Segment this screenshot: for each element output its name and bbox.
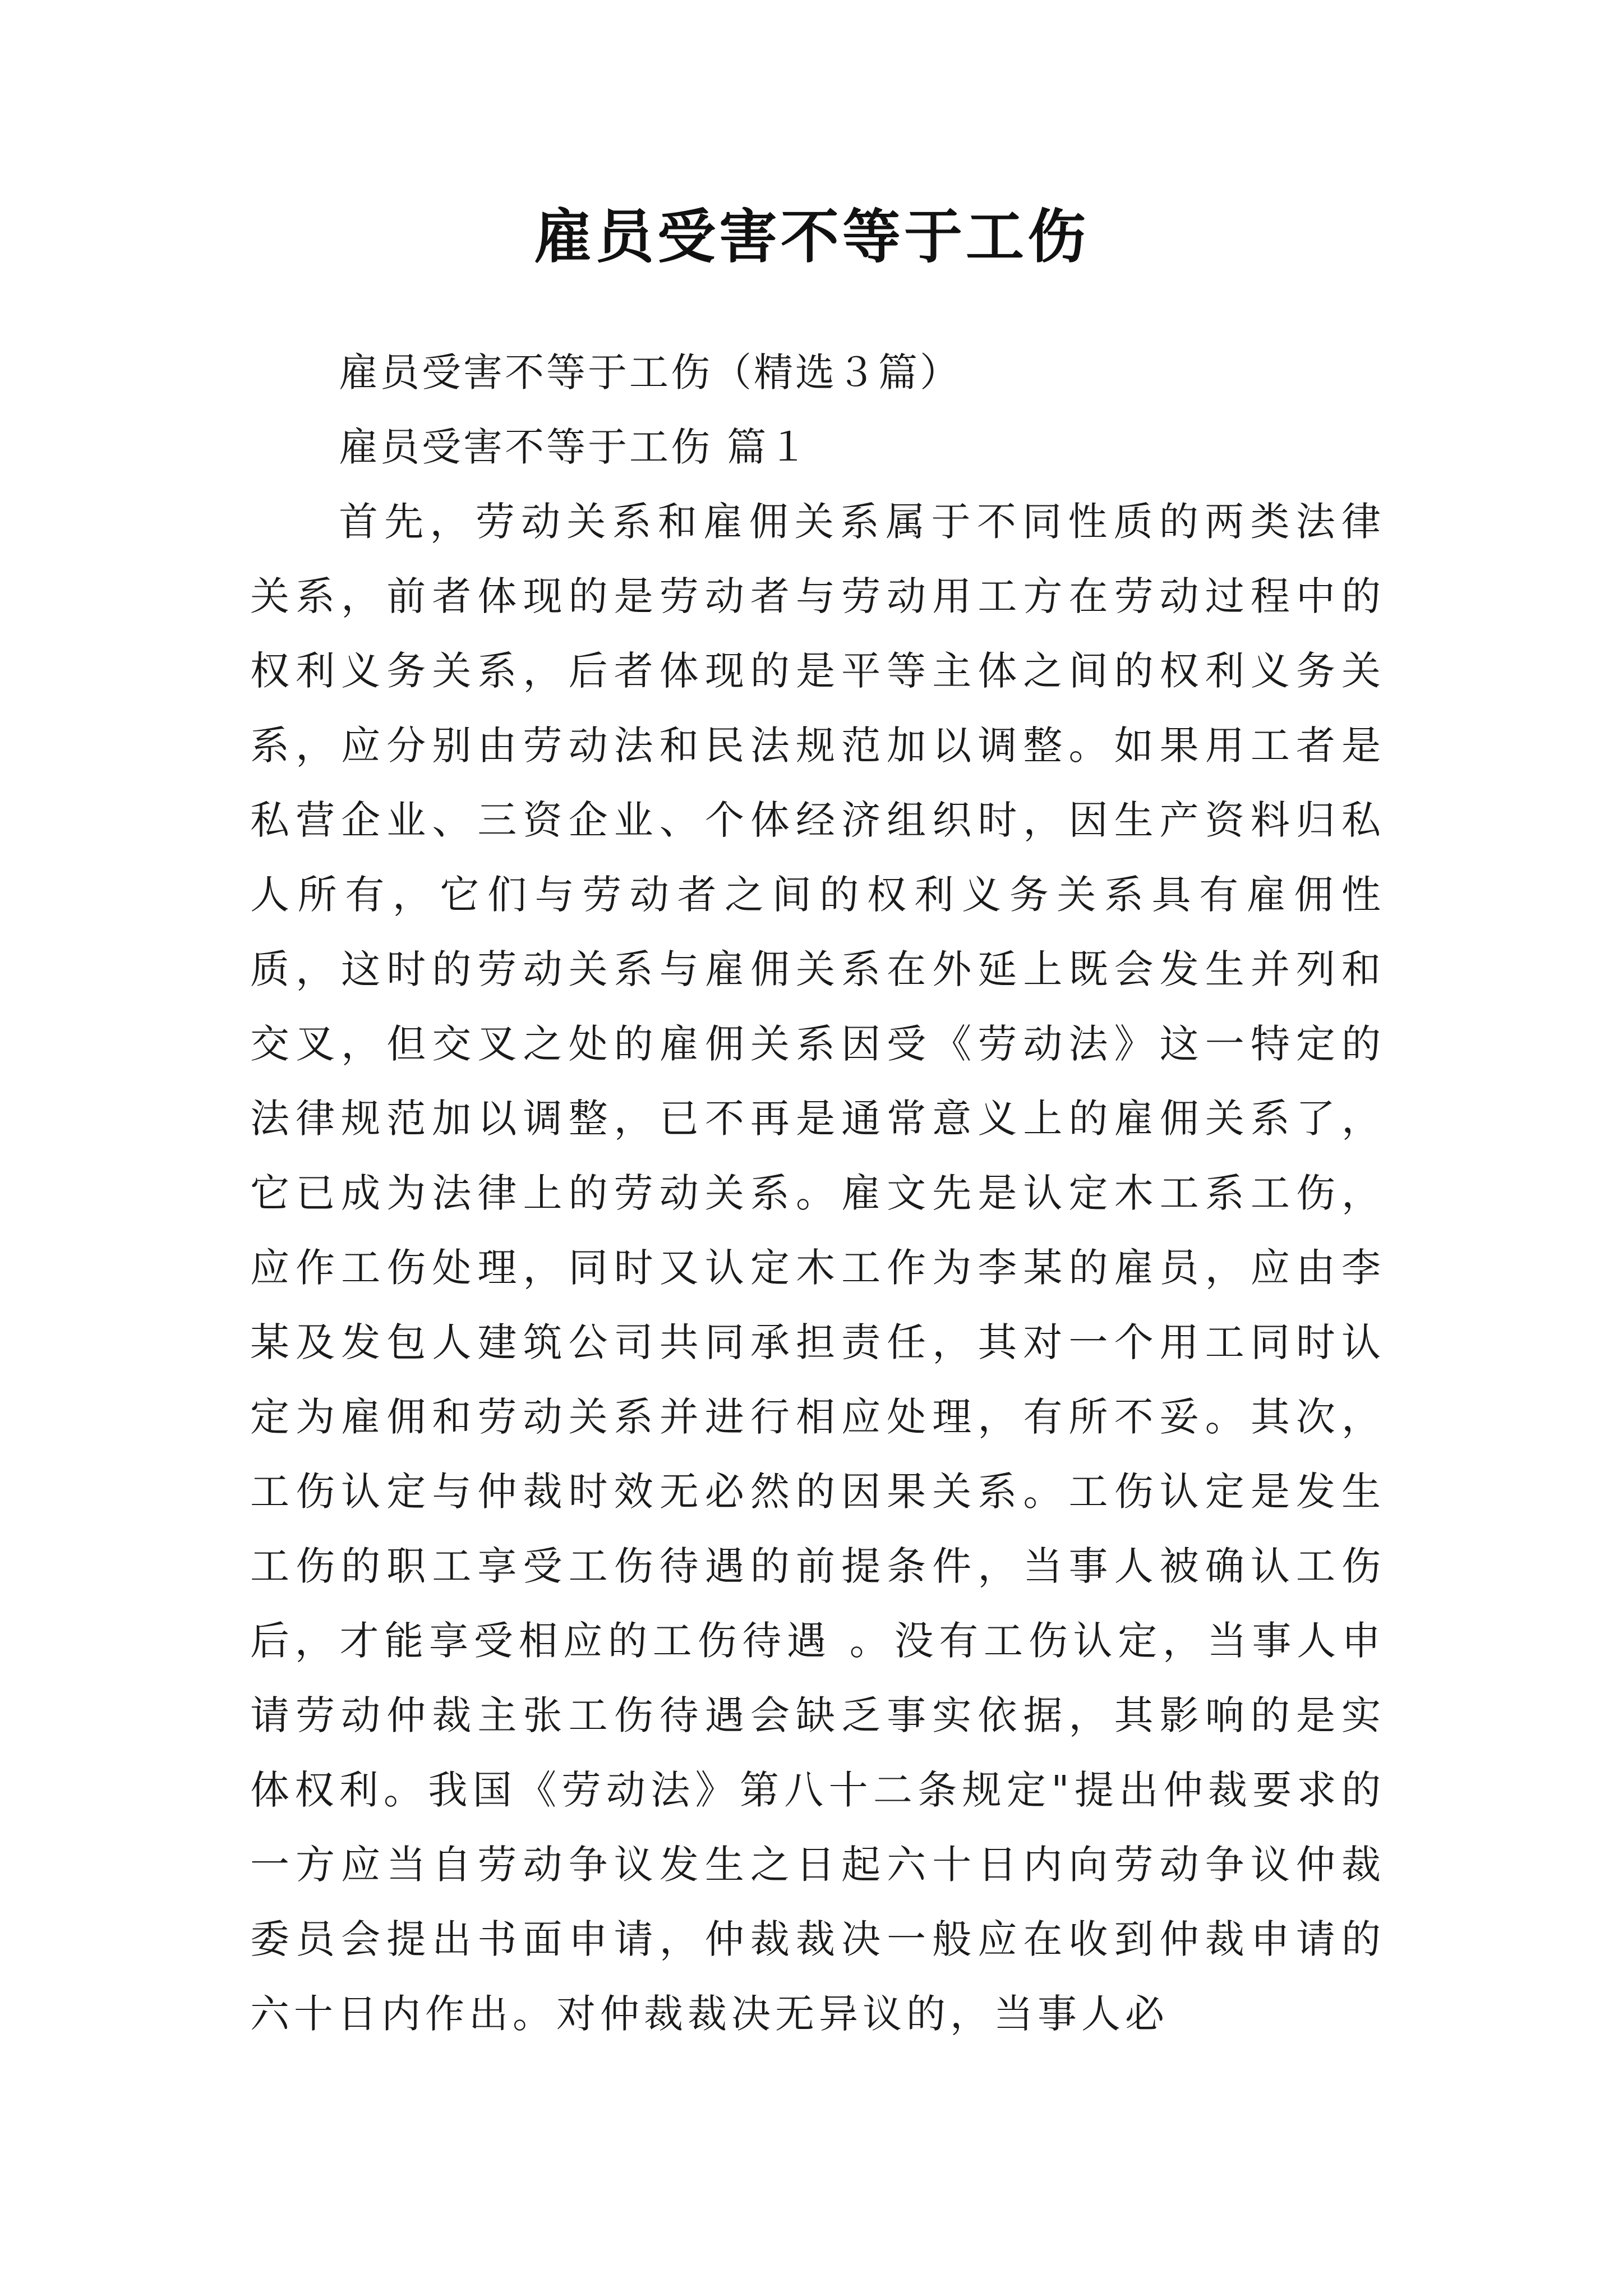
section-heading: 雇员受害不等于工伤 篇１ (339, 424, 810, 470)
subtitle-line: 雇员受害不等于工伤（精选３篇） (339, 349, 961, 395)
body-paragraph: 首先，劳动关系和雇佣关系属于不同性质的两类法律关系，前者体现的是劳动者与劳动用工方在劳动过程中的权利义务关系，后者体现的是平等主体之间的权利义务关系，应分别由劳动法和民法规范加以调整。如果用工者是私营企业、三资企业、个体经济组织时，因生产资料归私人所有，它们与劳动者之间的权利义务关系具有雇佣性质，这时的劳动关系与雇佣关系在外延上既会发生并列和交叉，但交叉之处的雇佣关系因受《劳动法》这一特定的法律规范加以调整，已不再是通常意义上的雇佣关系了，它已成为法律上的劳动关系。雇文先是认定木工系工伤，应作工伤处理，同时又认定木工作为李某的雇员，应由李某及发包人建筑公司共同承担责任，其对一个用工同时认定为雇佣和劳动关系并进行相应处理，有所不妥。其次，工伤认定与仲裁时效无必然的因果关系。工伤认定是发生工伤的职工享受工伤待遇的前提条件，当事人被确认工伤后，才能享受相应的工伤待遇 。没有工伤认定，当事人申请劳动仲裁主张工伤待遇会缺乏事实依据，其影响的是实体权利。我国《劳动法》第八十二条规定"提出仲裁要求的一方应当自劳动争议发生之日起六十日内向劳动争议仲裁委员会提出书面申请，仲裁裁决一般应在收到仲裁申请的六十日内作出。对仲裁裁决无异议的，当事人必 (250, 499, 1385, 2037)
document-body (250, 335, 1385, 2051)
document-title: 雇员受害不等于工伤 (533, 202, 1089, 271)
